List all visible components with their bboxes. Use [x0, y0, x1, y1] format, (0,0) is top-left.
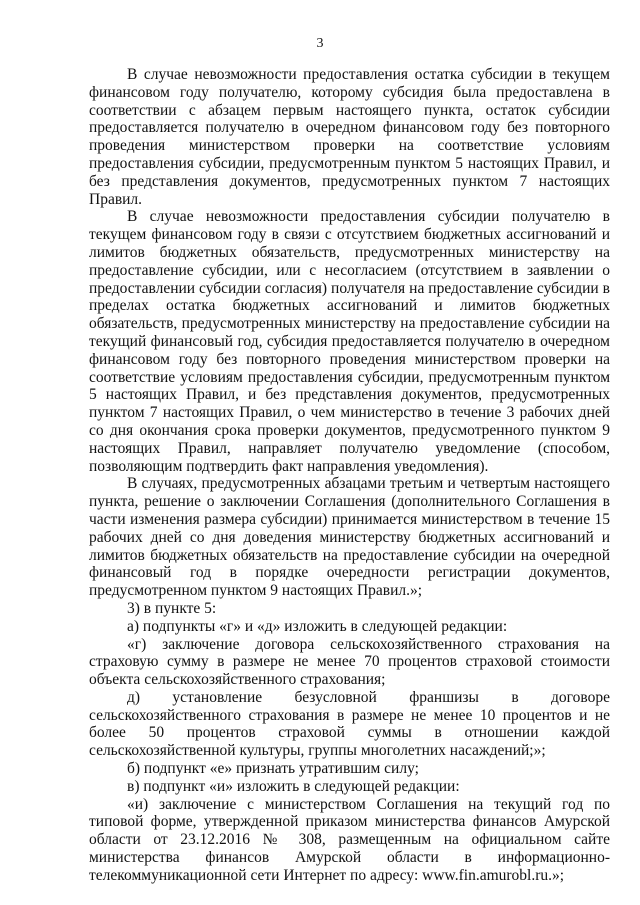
paragraph-subitem-v: в) подпункт «и» изложить в следующей редакции: — [127, 777, 460, 795]
page-number: 3 — [316, 36, 324, 51]
paragraph-agreement-decision: В случаях, предусмотренных абзацами третьим и четвертым настоящего пункта, решение о заключении Соглашения (дополнительного Соглашения в части изменения размера субсидии) принимается министерством в течение 15 рабочих дней со дня доведения министерству бюджетных ассигнований и лимитов бюджетных обязательств на предоставление субсидии на очередной финансовый год в порядке очередности регистрации документов, предусмотренном пунктом 9 настоящих Правил.»; — [89, 475, 610, 600]
document-body — [89, 66, 610, 885]
paragraph-subitem-d: д) установление безусловной франшизы в договоре сельскохозяйственного страхования в размере не менее 10 процентов и не более 50 процентов страховой суммы в отношении каждой сельскохозяйственной культуры, группы многолетних насаждений;»; — [89, 688, 610, 760]
paragraph-subitem-i: «и) заключение с министерством Соглашения на текущий год по типовой форме, утвержденной приказом министерства финансов Амурской области от 23.12.2016 № 308, размещенным на официальном сайте министерства финансов Амурской области в информационно-телекоммуникационной сети Интернет по адресу: www.fin.amurobl.ru.»; — [89, 795, 610, 884]
paragraph-impossibility-subsidy: В случае невозможности предоставления субсидии получателю в текущем финансовом году в связи с отсутствием бюджетных ассигнований и лимитов бюджетных обязательств, предусмотренных министерству на предоставление субсидии, или с несогласием (отсутствием в заявлении о предоставлении субсидии согласия) получателя на предоставление субсидии в пределах остатка бюджетных ассигнований и лимитов бюджетных обязательств, предусмотренных министерству на предоставление субсидии на текущий финансовый год, субсидия предоставляется получателю в очередном финансовом году без повторного проведения министерством проверки на соответствие условиям предоставления субсидии, предусмотренным пунктом 5 настоящих Правил, и без представления документов, предусмотренных пунктом 7 настоящих Правил, о чем министерство в течение 3 рабочих дней со дня окончания срока проверки документов, предусмотренного пунктом 9 настоящих Правил, направляет получателю уведомление (способом, позволяющим подтвердить факт направления уведомления). — [89, 208, 610, 475]
paragraph-subitem-g: «г) заключение договора сельскохозяйственного страхования на страховую сумму в размере не менее 70 процентов страховой стоимости объекта сельскохозяйственного страхования; — [89, 635, 610, 689]
paragraph-item-3-point-5: 3) в пункте 5: — [127, 599, 217, 617]
paragraph-subitem-a: а) подпункты «г» и «д» изложить в следующей редакции: — [127, 617, 508, 635]
paragraph-subitem-b: б) подпункт «е» признать утратившим силу; — [127, 760, 419, 778]
paragraph-remainder-subsidy: В случае невозможности предоставления остатка субсидии в текущем финансовом году получателю, которому субсидия была предоставлена в соответствии с абзацем первым настоящего пункта, остаток субсидии предоставляется получателю в очередном финансовом году без повторного проведения министерством проверки на соответствие условиям предоставления субсидии, предусмотренным пунктом 5 настоящих Правил, и без представления документов, предусмотренных пунктом 7 настоящих Правил. — [89, 66, 610, 208]
